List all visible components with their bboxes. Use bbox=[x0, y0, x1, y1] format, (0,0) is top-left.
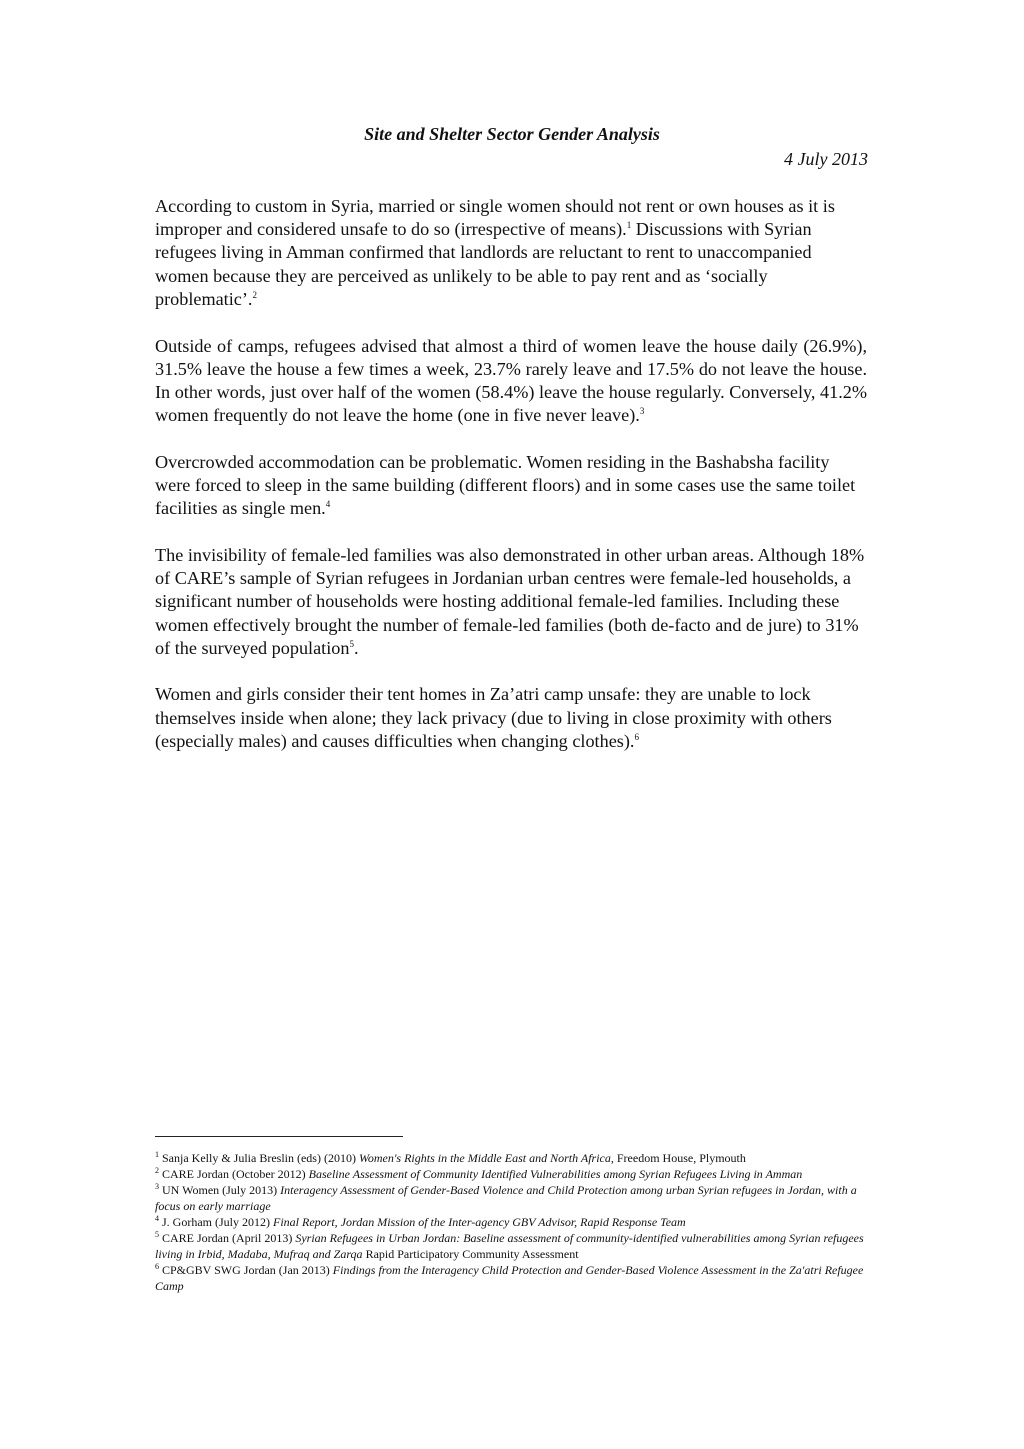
footnote-reference: 2 bbox=[252, 289, 257, 300]
footnote-reference: 6 bbox=[634, 731, 639, 742]
paragraph-text: According to custom in Syria, married or single women should not rent or own houses as it is improper and considered unsafe to do so (irrespective of means). bbox=[155, 196, 835, 240]
footnote-number: 1 bbox=[155, 1150, 159, 1159]
footnote-reference: 4 bbox=[325, 499, 331, 510]
footnote-text: UN Women (July 2013) bbox=[159, 1183, 281, 1197]
footnote-text: , Freedom House, Plymouth bbox=[610, 1151, 746, 1165]
footnote-source-title: Baseline Assessment of Community Identified Vulnerabilities among Syrian Refugees Living in Amman bbox=[308, 1167, 803, 1181]
footnote-number: 3 bbox=[155, 1182, 159, 1191]
paragraph-text: . bbox=[353, 637, 359, 658]
body-paragraph bbox=[155, 195, 867, 311]
footnote bbox=[155, 1150, 867, 1166]
footnote-reference: 3 bbox=[639, 406, 645, 417]
footnote-number: 4 bbox=[155, 1214, 159, 1223]
footnote bbox=[155, 1230, 867, 1262]
footnote-number: 2 bbox=[155, 1166, 159, 1175]
footnote-text: CP&GBV SWG Jordan (Jan 2013) bbox=[159, 1263, 333, 1277]
footnote bbox=[155, 1166, 867, 1182]
footnote-reference: 1 bbox=[626, 220, 632, 231]
footnote bbox=[155, 1182, 867, 1214]
document-title: Site and Shelter Sector Gender Analysis bbox=[364, 124, 660, 144]
footnote-text: Sanja Kelly & Julia Breslin (eds) (2010) bbox=[159, 1151, 359, 1165]
footnote bbox=[155, 1214, 867, 1230]
footnote-text: J. Gorham (July 2012) bbox=[159, 1215, 273, 1229]
footnote-text: CARE Jordan (April 2013) bbox=[159, 1231, 296, 1245]
footnote-number: 6 bbox=[155, 1262, 159, 1271]
body-paragraph bbox=[155, 683, 867, 753]
paragraph-text: Discussions with Syrian refugees living in Amman confirmed that landlords are reluctant to rent to unaccompanied women because they are perceived as unlikely to be able to pay rent and as ‘socially problematic’. bbox=[155, 219, 812, 309]
footnote bbox=[155, 1262, 867, 1294]
body-text bbox=[155, 195, 867, 777]
paragraph-text: Overcrowded accommodation can be problematic. Women residing in the Bashabsha facility were forced to sleep in the same building (different floors) and in some cases use the same toilet facilities as single men. bbox=[155, 451, 856, 519]
body-paragraph bbox=[155, 335, 867, 428]
footnote-reference: 5 bbox=[349, 638, 354, 649]
body-paragraph bbox=[155, 544, 867, 660]
paragraph-text: Outside of camps, refugees advised that almost a third of women leave the house daily (26.9%), 31.5% leave the house a few times a week, 23.7% rarely leave and 17.5% do not leave the house. In other words, just over half of the women (58.4%) leave the house regularly. Conversely, 41.2% women frequently do not leave the home (one in five never leave). bbox=[155, 335, 867, 426]
footnote-source-title: Interagency Assessment of Gender-Based Violence and Child Protection among urban Syrian refugees in Jordan, with a focus on early marriage bbox=[155, 1183, 857, 1213]
footnote-source-title: Women's Rights in the Middle East and North Africa bbox=[358, 1151, 611, 1165]
footnote-source-title: Findings from the Interagency Child Protection and Gender-Based Violence Assessment in the Za'atri Refugee Camp bbox=[155, 1263, 864, 1293]
footnote-number: 5 bbox=[155, 1230, 159, 1239]
footnotes bbox=[155, 1150, 867, 1294]
paragraph-text: Women and girls consider their tent homes in Za’atri camp unsafe: they are unable to lock themselves inside when alone; they lack privacy (due to living in close proximity with others (especially males) and causes difficulties when changing clothes). bbox=[155, 684, 832, 751]
footnote-separator bbox=[155, 1136, 403, 1137]
footnote-text: CARE Jordan (October 2012) bbox=[159, 1167, 309, 1181]
body-paragraph bbox=[155, 451, 867, 521]
footnote-source-title: Final Report, Jordan Mission of the Inter-agency GBV Advisor, Rapid Response Team bbox=[273, 1215, 686, 1229]
footnote-source-title: Syrian Refugees in Urban Jordan: Baseline assessment of community-identified vulnerabilities among Syrian refugees living in Irbid, Madaba, Mufraq and Zarqa bbox=[155, 1231, 864, 1261]
document-date: 4 July 2013 bbox=[784, 149, 868, 169]
paragraph-text: The invisibility of female-led families was also demonstrated in other urban areas. Although 18% of CARE’s sample of Syrian refugees in Jordanian urban centres were female-led households, a significant number of households were hosting additional female-led families. Including these women effectively brought the number of female-led families (both de-facto and de jure) to 31% of the surveyed population bbox=[155, 544, 865, 658]
footnote-text: Rapid Participatory Community Assessment bbox=[362, 1247, 579, 1261]
